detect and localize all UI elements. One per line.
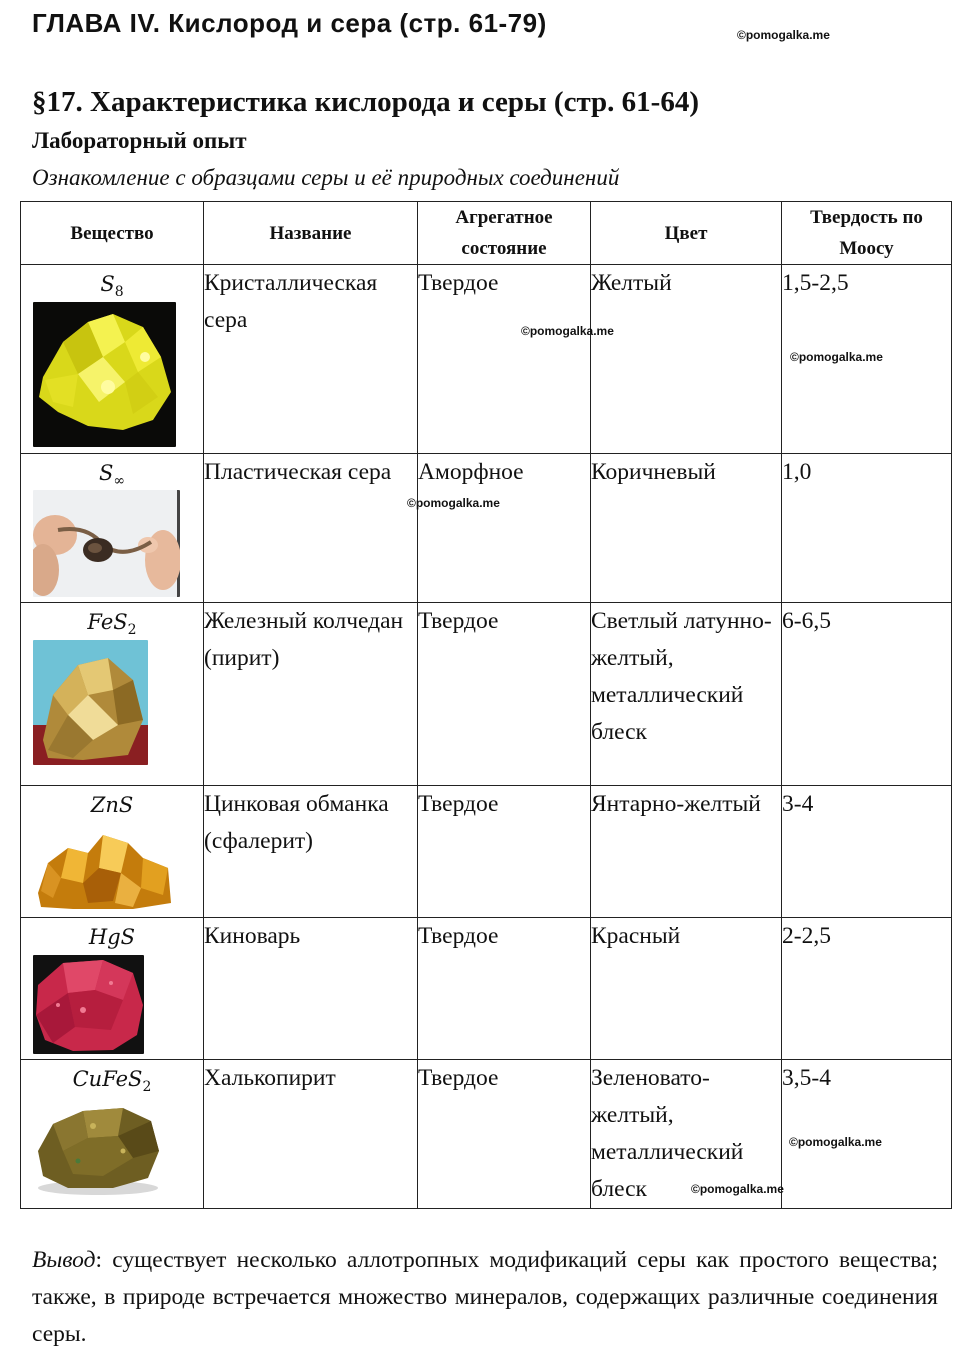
table-row bbox=[21, 918, 952, 1060]
substance-cell bbox=[21, 454, 204, 603]
table-row bbox=[21, 603, 952, 786]
watermark: ©pomogalka.me bbox=[521, 324, 614, 338]
watermark: ©pomogalka.me bbox=[790, 350, 883, 364]
conclusion-label: Вывод bbox=[32, 1247, 96, 1273]
formula: $S_\infty$ bbox=[98, 461, 126, 490]
conclusion bbox=[32, 1242, 938, 1353]
name-cell: Халькопирит bbox=[204, 1060, 418, 1209]
header-state bbox=[418, 202, 591, 265]
conclusion-text: : существует несколько аллотропных модификаций серы как простого вещества; также, в природе встречается множество минералов, содержащих различные соединения серы. bbox=[32, 1247, 938, 1347]
header-color: Цвет bbox=[591, 202, 782, 265]
header-name: Название bbox=[204, 202, 418, 265]
cinnabar-rock-image bbox=[33, 955, 144, 1054]
color-cell: Коричневый bbox=[591, 454, 782, 603]
substance-cell bbox=[21, 265, 204, 454]
color-cell: Зеленовато-желтый, металлический блеск bbox=[591, 1060, 782, 1209]
watermark: ©pomogalka.me bbox=[789, 1135, 882, 1149]
hardness-cell: 2-2,5 bbox=[782, 918, 952, 1060]
header-substance: Вещество bbox=[21, 202, 204, 265]
table-row bbox=[21, 1060, 952, 1209]
lab-subtitle: Ознакомление с образцами серы и её природных соединений bbox=[32, 165, 620, 190]
table-row bbox=[21, 454, 952, 603]
plastic-sulfur-in-hands-image bbox=[33, 490, 180, 597]
watermark: ©pomogalka.me bbox=[737, 28, 830, 42]
watermark: ©pomogalka.me bbox=[407, 496, 500, 510]
chapter-title: ГЛАВА IV. Кислород и сера (стр. 61-79) bbox=[32, 8, 547, 38]
color-cell: Желтый bbox=[591, 265, 782, 454]
state-cell: Твердое bbox=[418, 786, 591, 918]
formula: ZnS bbox=[90, 793, 134, 817]
yellow-sulfur-crystals-image bbox=[33, 302, 176, 447]
color-cell: Красный bbox=[591, 918, 782, 1060]
state-cell: Аморфное bbox=[418, 454, 591, 603]
name-cell: Пластическая сера bbox=[204, 454, 418, 603]
section-title: §17. Характеристика кислорода и серы (стр. 61-64) bbox=[32, 86, 699, 118]
formula: $S_8$ bbox=[100, 272, 124, 301]
pyrite-crystals-image bbox=[33, 640, 148, 765]
lab-title: Лабораторный опыт bbox=[32, 128, 247, 153]
substance-cell bbox=[21, 918, 204, 1060]
state-cell: Твердое bbox=[418, 1060, 591, 1209]
sphalerite-crystals-image bbox=[33, 823, 173, 911]
header-hardness-line1: Твердость по bbox=[810, 207, 923, 228]
table-row bbox=[21, 786, 952, 918]
table-header-row bbox=[21, 202, 952, 265]
color-cell: Янтарно-желтый bbox=[591, 786, 782, 918]
name-cell: Цинковая обманка (сфалерит) bbox=[204, 786, 418, 918]
color-cell: Светлый латунно-желтый, металлический блеск bbox=[591, 603, 782, 786]
state-cell: Твердое bbox=[418, 265, 591, 454]
hardness-cell: 6-6,5 bbox=[782, 603, 952, 786]
substance-cell bbox=[21, 786, 204, 918]
header-state-line2: состояние bbox=[461, 238, 547, 259]
hardness-cell: 1,5-2,5 bbox=[782, 265, 952, 454]
chalcopyrite-rock-image bbox=[33, 1096, 163, 1196]
substance-cell bbox=[21, 603, 204, 786]
hardness-cell: 1,0 bbox=[782, 454, 952, 603]
header-state-line1: Агрегатное bbox=[455, 207, 553, 228]
name-cell: Кристаллическая сера bbox=[204, 265, 418, 454]
formula: FeS$_2$ bbox=[87, 610, 137, 639]
header-hardness bbox=[782, 202, 952, 265]
hardness-cell: 3-4 bbox=[782, 786, 952, 918]
state-cell: Твердое bbox=[418, 603, 591, 786]
substance-cell bbox=[21, 1060, 204, 1209]
header-hardness-line2: Моосу bbox=[839, 238, 894, 259]
watermark: ©pomogalka.me bbox=[691, 1182, 784, 1196]
state-cell: Твердое bbox=[418, 918, 591, 1060]
formula: CuFeS$_2$ bbox=[72, 1067, 152, 1096]
name-cell: Киноварь bbox=[204, 918, 418, 1060]
formula: HgS bbox=[88, 925, 136, 949]
hardness-cell: 3,5-4 bbox=[782, 1060, 952, 1209]
name-cell: Железный колчедан (пирит) bbox=[204, 603, 418, 786]
